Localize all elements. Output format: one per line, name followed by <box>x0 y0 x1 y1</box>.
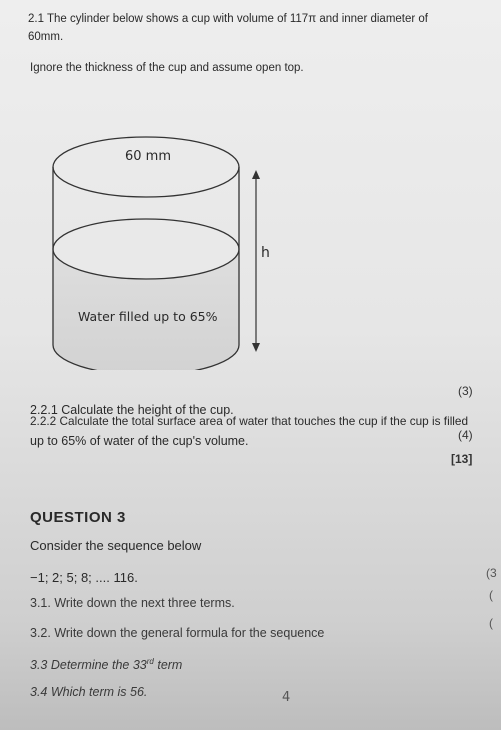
height-arrow-top <box>252 170 260 179</box>
q2-2-2-line2: up to 65% of water of the cup's volume. <box>30 434 249 448</box>
q2-2-1-text: 2.2.1 Calculate the height of the cup. <box>30 403 234 417</box>
height-arrow-bottom <box>252 343 260 352</box>
q2-1-line1: 2.1 The cylinder below shows a cup with volume of 117π and inner diameter of <box>28 13 429 25</box>
q3-1-marks-partial: (3 <box>486 566 497 580</box>
cup-top-rim <box>53 137 239 197</box>
q3-2-marks-partial: ( <box>489 588 493 602</box>
q2-1-instruction: Ignore the thickness of the cup and assume open top. <box>30 62 304 74</box>
q3-1-text: 3.1. Write down the next three terms. <box>30 596 235 610</box>
q2-2-1-marks: (3) <box>458 384 473 398</box>
q3-3-suffix: term <box>153 658 183 673</box>
water-surface <box>53 219 239 279</box>
q3-3-marks-partial: ( <box>489 616 493 630</box>
q2-total-marks: [13] <box>451 452 473 466</box>
q3-3-prefix: 3.3 Determine the 33 <box>30 658 147 673</box>
q2-1-line2: 60mm. <box>28 31 64 43</box>
question3-heading: QUESTION 3 <box>30 509 126 526</box>
q2-2-2-line1: 2.2.2 Calculate the total surface area of water that touches the cup if the cup is filled <box>30 414 469 428</box>
question3-intro: Consider the sequence below <box>30 538 202 553</box>
cylinder-diagram <box>30 125 280 370</box>
diameter-label: 60 mm <box>125 149 172 164</box>
q2-2-2-marks: (4) <box>458 428 473 442</box>
water-label: Water filled up to 65% <box>78 309 218 324</box>
page-number: 4 <box>282 690 291 705</box>
sequence-text: −1; 2; 5; 8; .... 116. <box>30 570 138 585</box>
q3-3-sup: rd <box>146 657 154 666</box>
q3-4-text: 3.4 Which term is 56. <box>30 685 148 699</box>
height-label: h <box>261 245 270 261</box>
q3-2-text: 3.2. Write down the general formula for the sequence <box>30 626 325 640</box>
q3-3-text <box>30 654 182 673</box>
